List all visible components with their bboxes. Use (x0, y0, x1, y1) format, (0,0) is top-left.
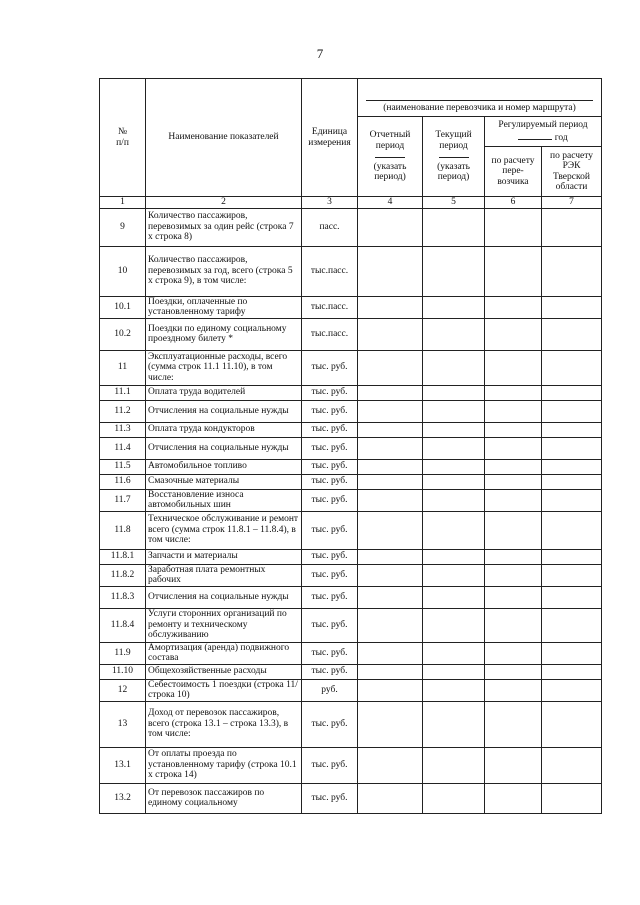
column-number: 5 (423, 197, 485, 209)
row-unit: тыс. руб. (302, 437, 358, 459)
row-unit: руб. (302, 679, 358, 701)
row-indicator-name: Количество пассажиров, перевозимых за год, всего (строка 5 х строка 9), в том числе: (146, 246, 302, 296)
row-value-cell (542, 664, 602, 679)
row-value-cell (542, 296, 602, 318)
table-row (100, 318, 602, 350)
reporting-period-label: Отчетный период (369, 130, 411, 151)
row-number: 13 (100, 701, 146, 747)
row-value-cell (358, 783, 423, 813)
row-unit: тыс. руб. (302, 474, 358, 489)
table-row (100, 549, 602, 564)
row-unit: тыс.пасс. (302, 246, 358, 296)
row-value-cell (423, 564, 485, 586)
row-value-cell (542, 679, 602, 701)
table-row (100, 437, 602, 459)
column-number: 3 (302, 197, 358, 209)
regulated-year-blank (518, 131, 552, 140)
row-value-cell (358, 422, 423, 437)
row-unit: тыс. руб. (302, 422, 358, 437)
row-indicator-name: Услуги сторонних организаций по ремонту и техническому обслуживанию (146, 608, 302, 642)
header-regulated-period (485, 117, 602, 147)
row-value-cell (423, 783, 485, 813)
row-value-cell (485, 679, 542, 701)
row-indicator-name: Амортизация (аренда) подвижного состава (146, 642, 302, 664)
row-unit: тыс. руб. (302, 586, 358, 608)
row-number: 13.1 (100, 747, 146, 783)
row-value-cell (358, 701, 423, 747)
header-current-period (423, 117, 485, 197)
row-value-cell (358, 679, 423, 701)
table-row (100, 586, 602, 608)
header-num: № п/п (100, 79, 146, 197)
table-row (100, 783, 602, 813)
row-unit: тыс. руб. (302, 747, 358, 783)
table-row (100, 664, 602, 679)
row-number: 11.8 (100, 511, 146, 549)
row-value-cell (542, 642, 602, 664)
row-value-cell (542, 246, 602, 296)
row-indicator-name: Поездки по единому социальному проездному билету * (146, 318, 302, 350)
row-number: 11.8.2 (100, 564, 146, 586)
row-number: 11.3 (100, 422, 146, 437)
row-indicator-name: Эксплуатационные расходы, всего (сумма строк 11.1 11.10), в том числе: (146, 350, 302, 385)
row-unit: тыс. руб. (302, 385, 358, 400)
row-number: 10 (100, 246, 146, 296)
table-row (100, 642, 602, 664)
row-value-cell (542, 437, 602, 459)
table-row (100, 246, 602, 296)
row-value-cell (423, 459, 485, 474)
row-value-cell (358, 474, 423, 489)
row-value-cell (485, 246, 542, 296)
row-number: 11.1 (100, 385, 146, 400)
row-value-cell (542, 608, 602, 642)
reporting-period-blank (375, 151, 405, 158)
current-period-label: Текущий период (435, 130, 472, 151)
column-number: 6 (485, 197, 542, 209)
carrier-blank-line (366, 88, 593, 101)
row-value-cell (542, 459, 602, 474)
row-value-cell (542, 422, 602, 437)
column-number: 1 (100, 197, 146, 209)
row-value-cell (358, 385, 423, 400)
row-value-cell (485, 385, 542, 400)
row-unit: тыс.пасс. (302, 318, 358, 350)
row-indicator-name: Оплата труда кондукторов (146, 422, 302, 437)
row-unit: тыс. руб. (302, 642, 358, 664)
row-value-cell (423, 586, 485, 608)
row-unit: тыс. руб. (302, 783, 358, 813)
header-carrier (358, 79, 602, 117)
header-by-carrier: по расчету пере-возчика (485, 147, 542, 197)
row-value-cell (423, 608, 485, 642)
row-value-cell (358, 246, 423, 296)
carrier-label: (наименование перевозчика и номер маршрута) (383, 102, 576, 113)
row-number: 10.2 (100, 318, 146, 350)
row-value-cell (423, 296, 485, 318)
row-value-cell (358, 747, 423, 783)
row-value-cell (485, 318, 542, 350)
table-row (100, 474, 602, 489)
row-unit: тыс. руб. (302, 608, 358, 642)
row-value-cell (423, 549, 485, 564)
row-unit: пасс. (302, 208, 358, 246)
table-row (100, 422, 602, 437)
row-indicator-name: От перевозок пассажиров по единому социальному (146, 783, 302, 813)
row-unit: тыс. руб. (302, 664, 358, 679)
row-indicator-name: Восстановление износа автомобильных шин (146, 489, 302, 511)
row-value-cell (423, 400, 485, 422)
row-indicator-name: Отчисления на социальные нужды (146, 400, 302, 422)
row-value-cell (542, 474, 602, 489)
row-number: 10.1 (100, 296, 146, 318)
row-indicator-name: Автомобильное топливо (146, 459, 302, 474)
row-number: 11 (100, 350, 146, 385)
row-value-cell (542, 208, 602, 246)
row-indicator-name: Отчисления на социальные нужды (146, 586, 302, 608)
row-value-cell (485, 549, 542, 564)
row-indicator-name: Оплата труда водителей (146, 385, 302, 400)
table-row (100, 459, 602, 474)
row-value-cell (358, 318, 423, 350)
column-number: 7 (542, 197, 602, 209)
row-unit: тыс. руб. (302, 350, 358, 385)
row-value-cell (358, 459, 423, 474)
row-value-cell (485, 422, 542, 437)
page-number: 7 (316, 46, 324, 61)
row-value-cell (423, 642, 485, 664)
row-value-cell (542, 549, 602, 564)
row-value-cell (423, 511, 485, 549)
row-value-cell (485, 489, 542, 511)
row-number: 11.4 (100, 437, 146, 459)
row-value-cell (542, 400, 602, 422)
table-row (100, 747, 602, 783)
column-number: 2 (146, 197, 302, 209)
table-row (100, 511, 602, 549)
row-number: 11.2 (100, 400, 146, 422)
column-number: 4 (358, 197, 423, 209)
table-row (100, 208, 602, 246)
row-value-cell (423, 701, 485, 747)
row-number: 9 (100, 208, 146, 246)
row-unit: тыс. руб. (302, 489, 358, 511)
row-indicator-name: Смазочные материалы (146, 474, 302, 489)
row-value-cell (542, 701, 602, 747)
row-value-cell (485, 437, 542, 459)
row-unit: тыс. руб. (302, 400, 358, 422)
row-value-cell (423, 679, 485, 701)
row-indicator-name: От оплаты проезда по установленному тарифу (строка 10.1 х строка 14) (146, 747, 302, 783)
row-value-cell (485, 701, 542, 747)
row-value-cell (542, 511, 602, 549)
row-value-cell (485, 564, 542, 586)
row-value-cell (485, 400, 542, 422)
reporting-period-note: (указать период) (373, 161, 407, 183)
row-value-cell (485, 642, 542, 664)
row-value-cell (358, 437, 423, 459)
row-number: 11.8.4 (100, 608, 146, 642)
table-row (100, 701, 602, 747)
row-number: 11.8.1 (100, 549, 146, 564)
header-indicator: Наименование показателей (146, 79, 302, 197)
row-value-cell (485, 350, 542, 385)
row-number: 11.5 (100, 459, 146, 474)
row-value-cell (485, 511, 542, 549)
row-indicator-name: Доход от перевозок пассажиров, всего (строка 13.1 – строка 13.3), в том числе: (146, 701, 302, 747)
row-unit: тыс. руб. (302, 701, 358, 747)
current-period-note: (указать период) (437, 161, 470, 183)
row-number: 11.7 (100, 489, 146, 511)
table-row (100, 564, 602, 586)
regulated-period-label: Регулируемый период (498, 120, 588, 130)
table-row (100, 296, 602, 318)
row-value-cell (542, 350, 602, 385)
row-indicator-name: Поездки, оплаченные по установленному тарифу (146, 296, 302, 318)
row-indicator-name: Отчисления на социальные нужды (146, 437, 302, 459)
row-value-cell (358, 642, 423, 664)
row-indicator-name: Общехозяйственные расходы (146, 664, 302, 679)
row-value-cell (358, 511, 423, 549)
row-value-cell (423, 664, 485, 679)
row-number: 13.2 (100, 783, 146, 813)
row-indicator-name: Запчасти и материалы (146, 549, 302, 564)
row-value-cell (542, 586, 602, 608)
row-value-cell (485, 664, 542, 679)
row-value-cell (423, 474, 485, 489)
row-value-cell (423, 747, 485, 783)
row-number: 11.9 (100, 642, 146, 664)
header-reporting-period (358, 117, 423, 197)
row-value-cell (358, 296, 423, 318)
table-row (100, 608, 602, 642)
row-number: 11.10 (100, 664, 146, 679)
row-value-cell (485, 474, 542, 489)
row-value-cell (423, 437, 485, 459)
row-value-cell (485, 608, 542, 642)
row-value-cell (485, 208, 542, 246)
row-value-cell (423, 350, 485, 385)
row-value-cell (485, 296, 542, 318)
row-value-cell (358, 664, 423, 679)
row-indicator-name: Себестоимость 1 поездки (строка 11/строка 10) (146, 679, 302, 701)
indicators-table (99, 78, 602, 814)
row-unit: тыс. руб. (302, 564, 358, 586)
row-indicator-name: Количество пассажиров, перевозимых за один рейс (строка 7 х строка 8) (146, 208, 302, 246)
row-value-cell (423, 489, 485, 511)
header-unit: Единица измерения (302, 79, 358, 197)
table-row (100, 489, 602, 511)
row-value-cell (485, 783, 542, 813)
regulated-year-label: год (554, 132, 568, 143)
row-unit: тыс. руб. (302, 459, 358, 474)
row-value-cell (485, 747, 542, 783)
row-value-cell (423, 422, 485, 437)
row-value-cell (423, 246, 485, 296)
row-value-cell (358, 564, 423, 586)
row-value-cell (542, 385, 602, 400)
row-value-cell (423, 318, 485, 350)
row-value-cell (358, 489, 423, 511)
row-value-cell (358, 208, 423, 246)
column-numbers-row (100, 197, 602, 209)
table-row (100, 350, 602, 385)
row-value-cell (423, 385, 485, 400)
table-row (100, 400, 602, 422)
row-value-cell (542, 783, 602, 813)
row-value-cell (485, 586, 542, 608)
header-by-rek: по расчету РЭК Тверской области (542, 147, 602, 197)
row-value-cell (358, 586, 423, 608)
current-period-blank (439, 151, 469, 158)
row-value-cell (423, 208, 485, 246)
row-unit: тыс.пасс. (302, 296, 358, 318)
row-value-cell (358, 350, 423, 385)
row-indicator-name: Заработная плата ремонтных рабочих (146, 564, 302, 586)
row-unit: тыс. руб. (302, 549, 358, 564)
row-value-cell (542, 747, 602, 783)
table-row (100, 679, 602, 701)
row-value-cell (358, 608, 423, 642)
row-value-cell (542, 564, 602, 586)
row-value-cell (542, 318, 602, 350)
row-number: 11.8.3 (100, 586, 146, 608)
row-number: 12 (100, 679, 146, 701)
row-unit: тыс. руб. (302, 511, 358, 549)
row-value-cell (358, 400, 423, 422)
row-indicator-name: Техническое обслуживание и ремонт всего (сумма строк 11.8.1 – 11.8.4), в том числе: (146, 511, 302, 549)
table-row (100, 385, 602, 400)
row-value-cell (358, 549, 423, 564)
row-value-cell (485, 459, 542, 474)
row-number: 11.6 (100, 474, 146, 489)
row-value-cell (542, 489, 602, 511)
